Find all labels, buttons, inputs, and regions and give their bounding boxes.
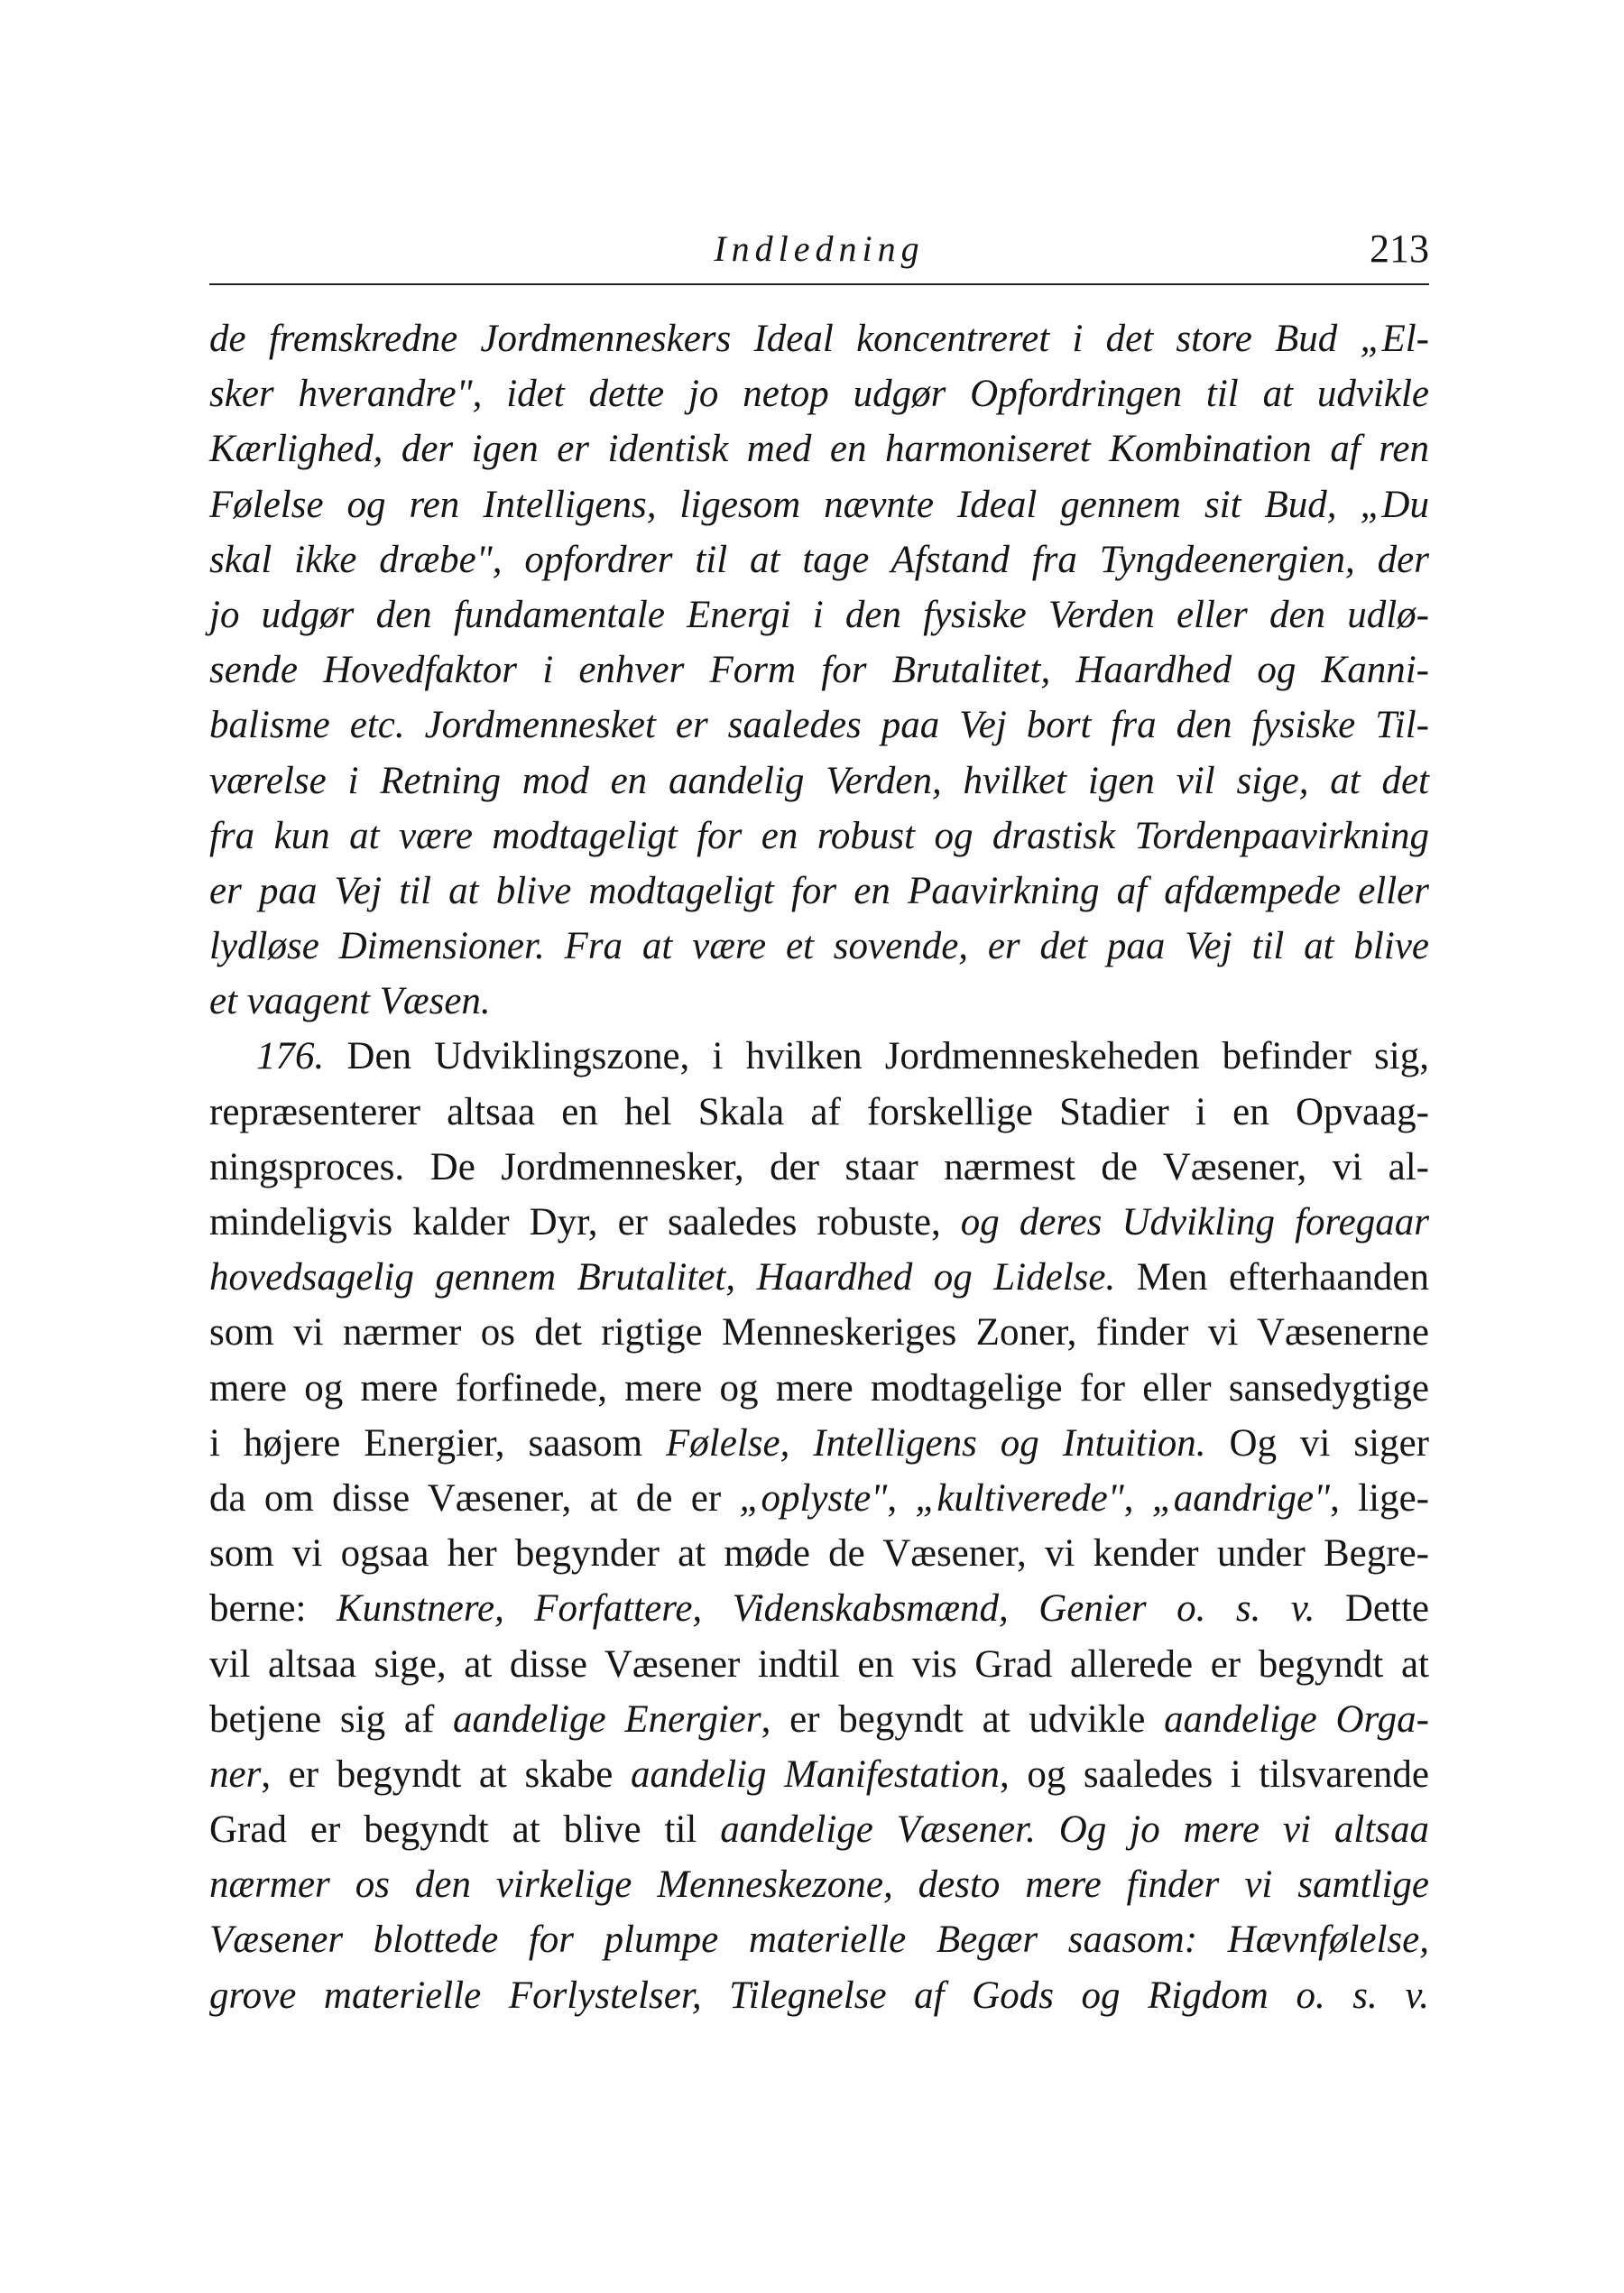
text-line bbox=[209, 587, 1429, 643]
italic-text-segment: balisme etc. Jordmennesket er saaledes paa Vej bort fra den fysiske Til- bbox=[209, 704, 1429, 747]
text-segment: repræsenterer altsaa en hel Skala af forskellige Stadier i en Opvaag- bbox=[209, 1090, 1429, 1133]
text-line bbox=[209, 974, 1429, 1029]
page-number: 213 bbox=[1370, 227, 1429, 271]
running-title: Indledning bbox=[714, 228, 925, 269]
italic-text-segment: ner bbox=[209, 1752, 262, 1796]
text-line bbox=[209, 754, 1429, 809]
text-segment: mere og mere forfinede, mere og mere modtagelige for eller sansedygtige bbox=[209, 1366, 1429, 1410]
text-segment: vil altsaa sige, at disse Væsener indtil en vis Grad allerede er begyndt at bbox=[209, 1642, 1429, 1686]
italic-text-segment: aandelige Væsener. Og jo mere vi altsaa bbox=[720, 1808, 1429, 1852]
italic-text-segment: „kultiverede" bbox=[915, 1476, 1124, 1520]
text-segment: Grad er begyndt at blive til bbox=[209, 1808, 721, 1852]
text-segment: i højere Energier, saasom bbox=[209, 1421, 667, 1465]
text-line bbox=[209, 1195, 1429, 1250]
text-segment: , og saaledes i tilsvarende bbox=[999, 1752, 1430, 1796]
text-line bbox=[209, 864, 1429, 919]
italic-text-segment: Kærlighed, der igen er identisk med en harmoniseret Kombination af ren bbox=[209, 428, 1429, 471]
text-segment: Og vi siger bbox=[1205, 1421, 1429, 1465]
text-segment: Men efterhaanden bbox=[1115, 1256, 1429, 1299]
text-line bbox=[209, 1581, 1429, 1636]
italic-text-segment: „oplyste" bbox=[739, 1476, 888, 1520]
text-segment: ningsproces. De Jordmennesker, der staar nærmest de Væsener, vi al- bbox=[209, 1145, 1429, 1188]
italic-text-segment: fra kun at være modtageligt for en robust og drastisk Tordenpaavirkning bbox=[209, 814, 1429, 857]
text-segment: Dette bbox=[1315, 1587, 1430, 1631]
text-line bbox=[209, 1305, 1429, 1360]
text-line bbox=[209, 1416, 1429, 1471]
italic-text-segment: aandelige Orga- bbox=[1164, 1697, 1429, 1741]
italic-text-segment: nærmer os den virkelige Menneskezone, desto mere finder vi samtlige bbox=[209, 1863, 1429, 1907]
italic-text-segment: et vaagent Væsen. bbox=[209, 980, 491, 1023]
text-line bbox=[209, 1361, 1429, 1416]
text-line bbox=[209, 1747, 1429, 1802]
text-line bbox=[209, 1637, 1429, 1692]
text-line bbox=[209, 1085, 1429, 1140]
text-line bbox=[209, 1968, 1429, 2023]
text-line bbox=[209, 1140, 1429, 1195]
text-segment: Den Udviklingszone, i hvilken Jordmenneskeheden befinder sig, bbox=[324, 1035, 1429, 1078]
text-line bbox=[209, 643, 1429, 698]
italic-text-segment: 176. bbox=[256, 1035, 325, 1078]
text-segment: som vi ogsaa her begynder at møde de Væsener, vi kender under Begre- bbox=[209, 1532, 1429, 1576]
italic-text-segment: jo udgør den fundamentale Energi i den fysiske Verden eller den udlø- bbox=[209, 593, 1429, 636]
text-line bbox=[209, 366, 1429, 421]
italic-text-segment: sker hverandre", idet dette jo netop udgør Opfordringen til at udvikle bbox=[209, 373, 1429, 416]
body-text bbox=[209, 311, 1429, 2023]
text-segment: da om disse Væsener, at de er bbox=[209, 1476, 740, 1520]
text-line bbox=[209, 1526, 1429, 1581]
italic-text-segment: Kunstnere, Forfattere, Videnskabsmænd, Genier o. s. v. bbox=[336, 1587, 1315, 1631]
text-segment: , bbox=[887, 1476, 916, 1520]
italic-text-segment: værelse i Retning mod en aandelig Verden, hvilket igen vil sige, at det bbox=[209, 759, 1429, 802]
text-segment: betjene sig af bbox=[209, 1697, 454, 1741]
text-line bbox=[209, 1471, 1429, 1526]
text-segment: , er begyndt at udvikle bbox=[761, 1697, 1165, 1741]
text-segment: mindeligvis kalder Dyr, er saaledes robuste, bbox=[209, 1201, 961, 1244]
text-line bbox=[209, 1250, 1429, 1305]
running-head bbox=[209, 224, 1429, 285]
text-line bbox=[209, 1692, 1429, 1747]
text-line bbox=[209, 532, 1429, 587]
italic-text-segment: lydløse Dimensioner. Fra at være et sovende, er det paa Vej til at blive bbox=[209, 925, 1429, 968]
text-line bbox=[209, 698, 1429, 753]
text-line bbox=[209, 919, 1429, 974]
italic-text-segment: hovedsagelig gennem Brutalitet, Haardhed og Lidelse. bbox=[209, 1256, 1116, 1299]
text-line bbox=[209, 1802, 1429, 1857]
italic-text-segment: skal ikke dræbe", opfordrer til at tage Afstand fra Tyngdeenergien, der bbox=[209, 538, 1429, 581]
italic-text-segment: og deres Udvikling foregaar bbox=[960, 1201, 1430, 1244]
italic-text-segment: er paa Vej til at blive modtageligt for en Paavirkning af afdæmpede eller bbox=[209, 869, 1429, 912]
text-line bbox=[209, 1912, 1429, 1967]
text-line bbox=[209, 311, 1429, 366]
text-segment: , er begyndt at skabe bbox=[261, 1752, 631, 1796]
italic-text-segment: aandelig Manifestation bbox=[631, 1752, 1000, 1796]
italic-text-segment: Følelse og ren Intelligens, ligesom nævnte Ideal gennem sit Bud, „Du bbox=[209, 483, 1429, 526]
italic-text-segment: aandelige Energier bbox=[453, 1697, 761, 1741]
italic-text-segment: grove materielle Forlystelser, Tilegnelse af Gods og Rigdom o. s. v. bbox=[209, 1974, 1429, 2017]
text-segment: , lige- bbox=[1330, 1476, 1429, 1520]
italic-text-segment: „aandrige" bbox=[1151, 1476, 1331, 1520]
text-line bbox=[209, 477, 1429, 532]
italic-text-segment: Følelse, Intelligens og Intuition. bbox=[666, 1421, 1206, 1465]
italic-text-segment: de fremskredne Jordmenneskers Ideal koncentreret i det store Bud „El- bbox=[209, 318, 1429, 360]
text-line bbox=[209, 1857, 1429, 1912]
italic-text-segment: sende Hovedfaktor i enhver Form for Brutalitet, Haardhed og Kanni- bbox=[209, 649, 1429, 692]
text-segment: berne: bbox=[209, 1587, 337, 1631]
text-segment: , bbox=[1123, 1476, 1152, 1520]
text-line bbox=[209, 421, 1429, 476]
text-segment: som vi nærmer os det rigtige Menneskeriges Zoner, finder vi Væsenerne bbox=[209, 1311, 1429, 1355]
italic-text-segment: Væsener blottede for plumpe materielle Begær saasom: Hævnfølelse, bbox=[209, 1919, 1429, 1962]
text-line bbox=[209, 1029, 1429, 1084]
text-line bbox=[209, 809, 1429, 864]
